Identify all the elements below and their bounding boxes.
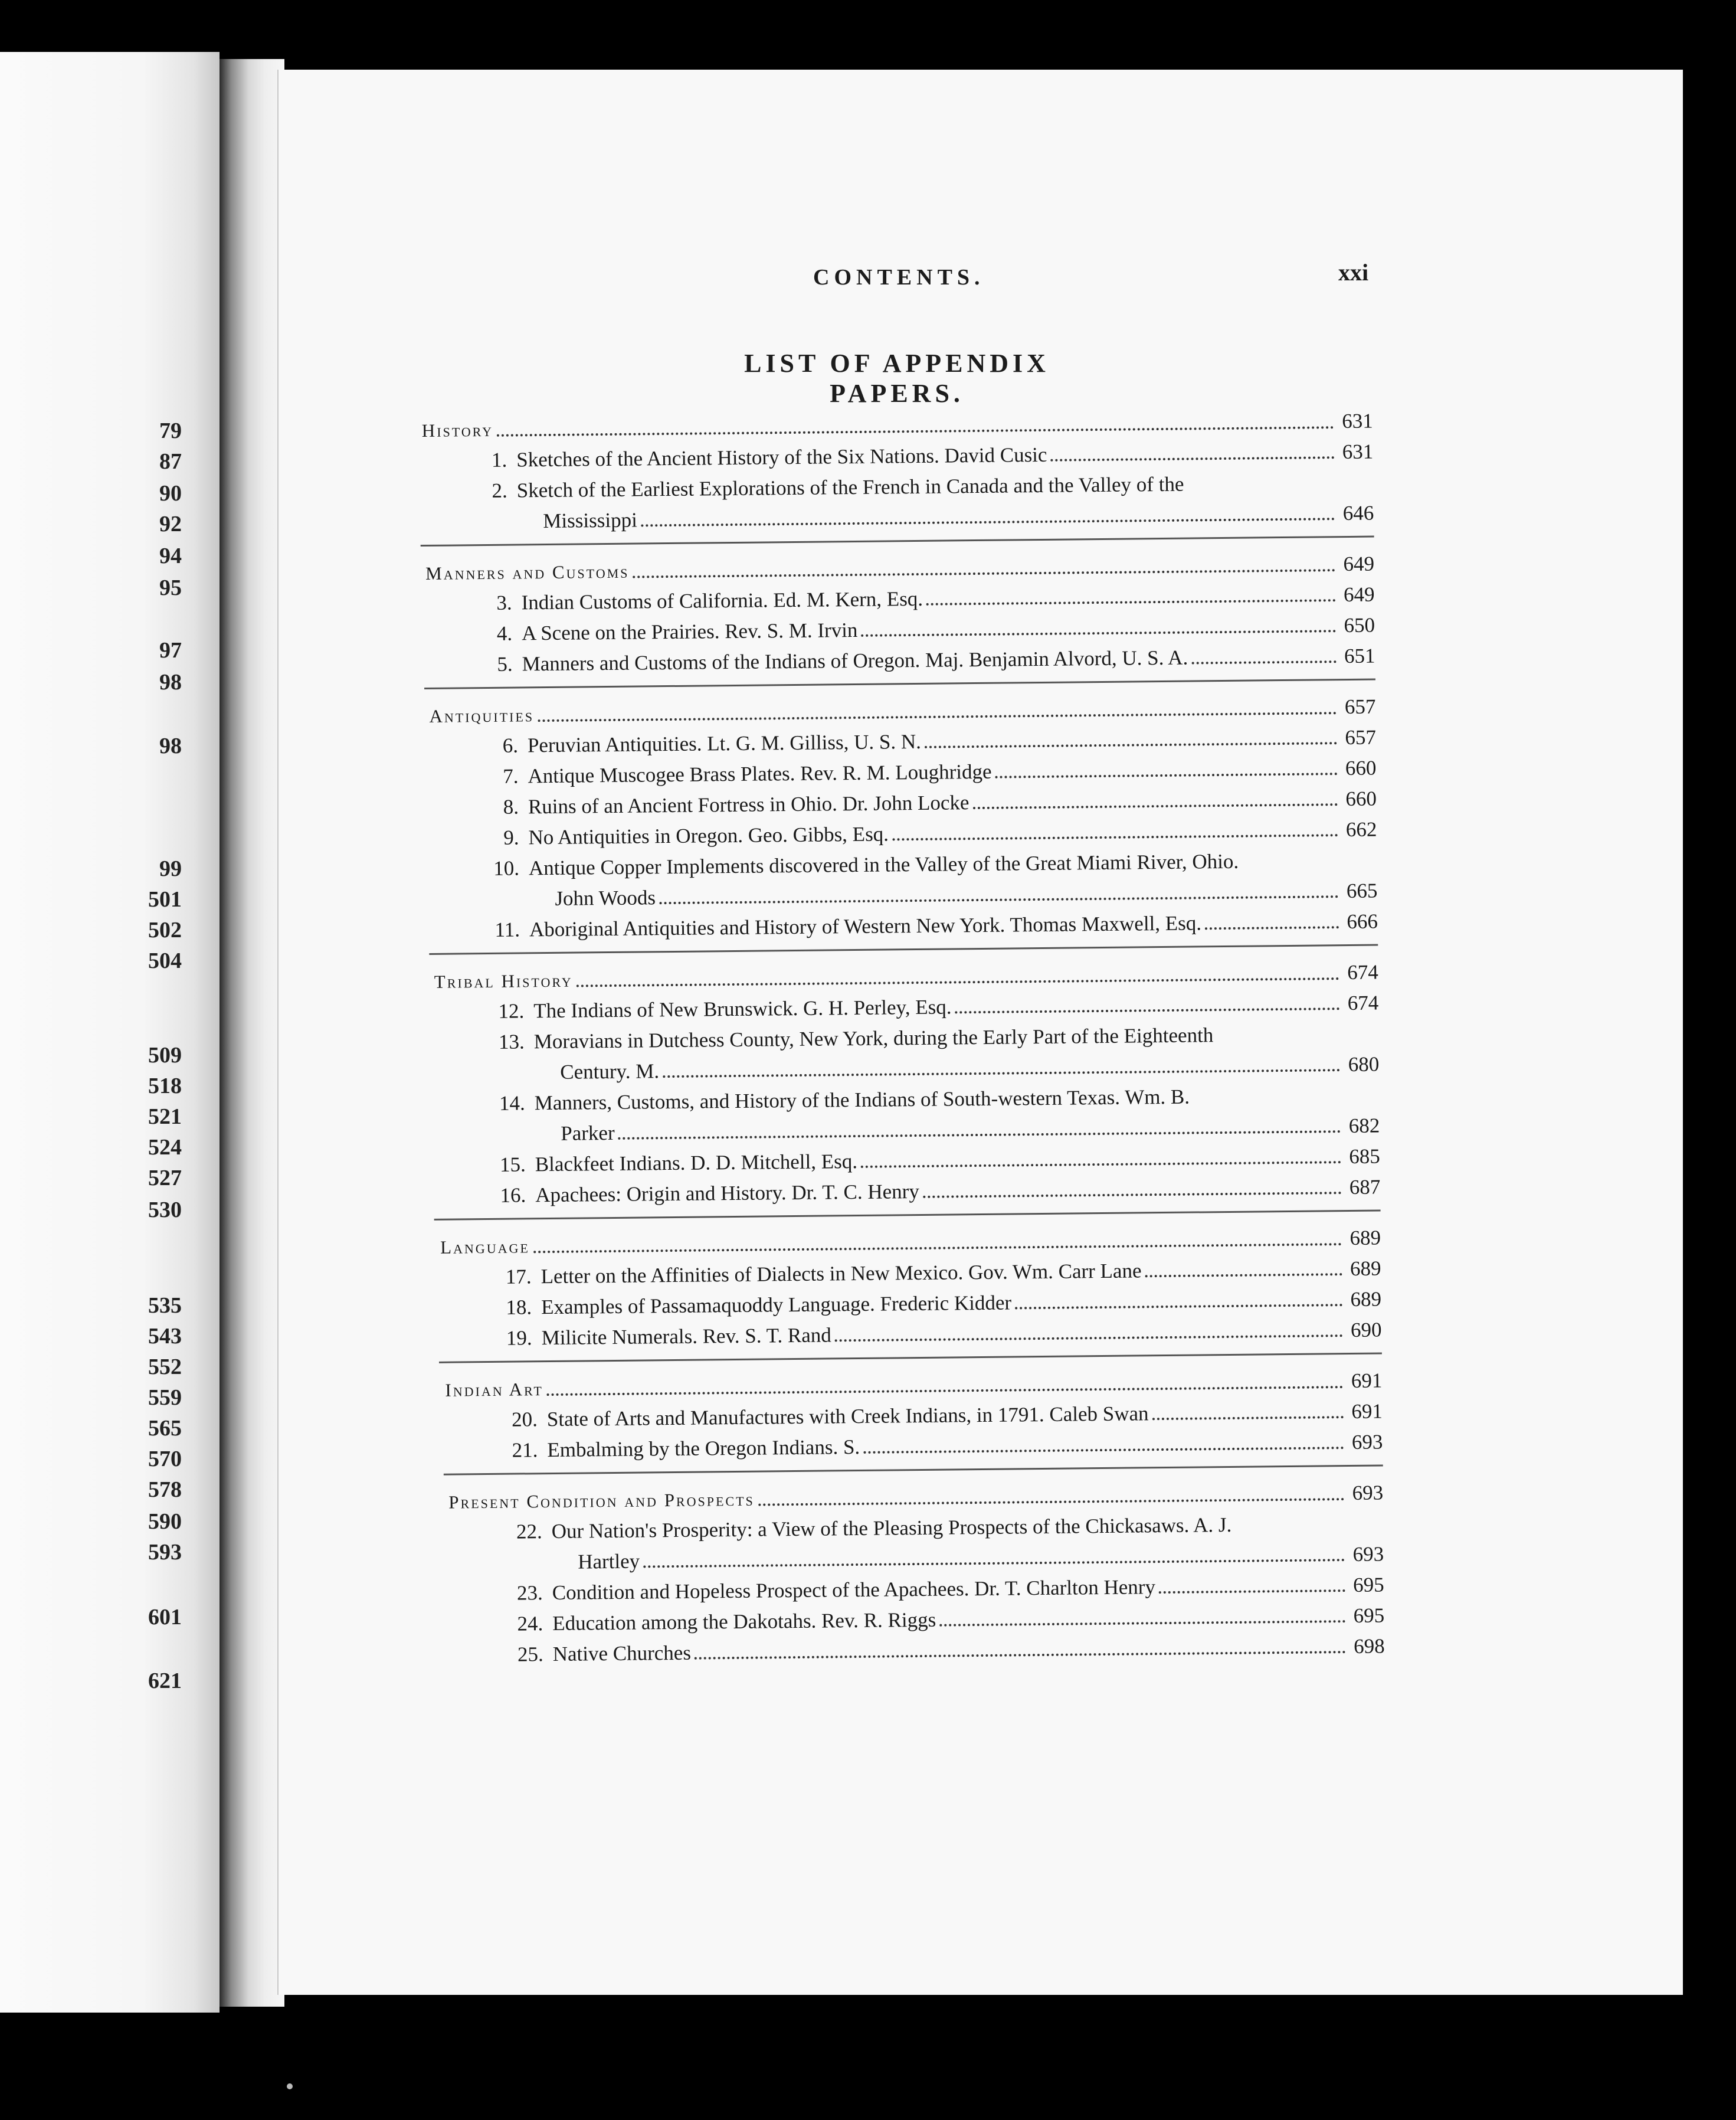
edge-page-number: 90 xyxy=(159,481,182,506)
dot-leader xyxy=(643,1559,1345,1568)
page-ref: 691 xyxy=(1351,1399,1383,1423)
scan-dust-mark xyxy=(287,2083,293,2089)
section-row xyxy=(445,1369,1382,1402)
entry-title: Sketches of the Ancient History of the Six Nations. David Cusic xyxy=(516,443,1047,472)
page-ref: 680 xyxy=(1348,1052,1380,1077)
entry-number: 11. xyxy=(494,918,520,941)
entry-row xyxy=(461,440,1373,473)
entry-continuation-row xyxy=(543,502,1374,534)
entry-number: 9. xyxy=(503,826,519,849)
edge-page-number: 92 xyxy=(159,512,182,536)
edge-page-number: 98 xyxy=(159,670,182,695)
entry-number: 10. xyxy=(493,856,520,880)
page-number: xxi xyxy=(1338,259,1369,286)
dot-leader xyxy=(1145,1273,1342,1277)
edge-page-number: 543 xyxy=(148,1324,182,1349)
edge-page-number: 521 xyxy=(148,1104,182,1129)
edge-page-number: 518 xyxy=(148,1074,182,1098)
dot-leader xyxy=(863,1447,1344,1454)
entry-title: Mississippi xyxy=(543,508,637,533)
page-ref: 674 xyxy=(1347,960,1378,984)
dot-leader xyxy=(926,599,1336,606)
entry-title: Antique Copper Implements discovered in the Valley of the Great Miami River, Ohio. xyxy=(528,849,1239,880)
entry-title: Condition and Hopeless Prospect of the Apachees. Dr. T. Charlton Henry xyxy=(552,1575,1156,1604)
page-ref: 693 xyxy=(1352,1542,1384,1566)
page-ref: 665 xyxy=(1346,879,1378,903)
dot-leader xyxy=(695,1651,1346,1660)
edge-page-number: 509 xyxy=(148,1043,182,1068)
entry-row xyxy=(485,1257,1381,1289)
dot-leader xyxy=(973,803,1338,809)
entry-continuation-row xyxy=(561,1114,1380,1146)
page-ref: 685 xyxy=(1349,1144,1380,1169)
entry-title: Manners and Customs of the Indians of Oregon. Maj. Benjamin Alvord, U. S. A. xyxy=(522,646,1188,676)
entry-row xyxy=(478,992,1378,1024)
edge-page-number: 530 xyxy=(148,1198,182,1222)
edge-page-number: 95 xyxy=(159,575,182,600)
entry-number: 17. xyxy=(505,1265,532,1288)
section-divider xyxy=(439,1352,1382,1363)
entry-number: 24. xyxy=(517,1612,543,1635)
dot-leader xyxy=(1051,456,1335,462)
dot-leader xyxy=(1205,926,1339,930)
entry-title: John Woods xyxy=(555,886,656,910)
dot-leader xyxy=(618,1130,1341,1140)
dot-leader xyxy=(633,569,1335,578)
section-row xyxy=(434,961,1378,994)
entry-first-line xyxy=(473,850,1239,881)
entry-number: 18. xyxy=(506,1295,532,1319)
entry-number: 6. xyxy=(502,734,519,757)
entry-number: 5. xyxy=(497,652,513,676)
entry-row xyxy=(472,757,1376,789)
page-ref: 693 xyxy=(1351,1430,1383,1454)
edge-page-number: 97 xyxy=(159,638,182,663)
section-divider xyxy=(424,679,1375,689)
page-ref: 691 xyxy=(1351,1369,1383,1392)
dot-leader xyxy=(533,1243,1342,1253)
page-ref: 690 xyxy=(1350,1318,1382,1342)
entry-number: 13. xyxy=(498,1030,525,1054)
entry-row xyxy=(473,818,1377,850)
entry-title: Parker xyxy=(561,1121,615,1145)
entry-title: A Scene on the Prairies. Rev. S. M. Irvin xyxy=(521,618,858,645)
entry-row xyxy=(474,910,1378,943)
page-ref: 693 xyxy=(1352,1481,1384,1504)
entry-number: 23. xyxy=(516,1581,543,1605)
entry-title: Aboriginal Antiquities and History of Western New York. Thomas Maxwell, Esq. xyxy=(529,911,1202,941)
edge-page-number: 559 xyxy=(148,1385,182,1410)
page-ref: 649 xyxy=(1343,583,1375,607)
dot-leader xyxy=(925,742,1337,748)
entry-continuation-row xyxy=(555,879,1377,911)
section-heading: Antiquities xyxy=(429,705,535,727)
page-ref: 631 xyxy=(1342,440,1374,464)
dot-leader xyxy=(659,895,1338,904)
entry-title: Moravians in Dutchess County, New York, during the Early Part of the Eighteenth xyxy=(533,1023,1214,1054)
entry-number: 12. xyxy=(498,999,525,1023)
dot-leader xyxy=(923,1192,1341,1198)
section-row xyxy=(440,1226,1381,1259)
edge-page-number: 601 xyxy=(148,1605,182,1630)
section-heading: Language xyxy=(440,1236,530,1258)
entry-row xyxy=(472,726,1376,758)
page-ref: 695 xyxy=(1353,1604,1385,1627)
section-divider xyxy=(429,944,1378,955)
page-ref: 650 xyxy=(1344,613,1375,637)
edge-page-number: 504 xyxy=(148,948,182,973)
entry-number: 1. xyxy=(491,448,507,472)
section-heading: History xyxy=(421,419,494,441)
entry-row xyxy=(480,1144,1380,1177)
entry-row xyxy=(497,1604,1384,1635)
entry-number: 19. xyxy=(506,1326,532,1350)
page-ref: 651 xyxy=(1344,644,1375,668)
edge-page-number: 94 xyxy=(159,544,182,568)
entry-row xyxy=(497,1573,1384,1605)
entry-title: Century. M. xyxy=(560,1059,660,1084)
dot-leader xyxy=(538,712,1337,722)
section-heading: Tribal History xyxy=(434,970,573,992)
edge-page-number: 578 xyxy=(148,1477,182,1502)
dot-leader xyxy=(939,1620,1345,1627)
entry-row xyxy=(473,787,1377,820)
edge-page-number: 621 xyxy=(148,1668,182,1693)
edge-page-number: 527 xyxy=(148,1166,182,1190)
page-ref: 657 xyxy=(1344,695,1376,719)
entry-continuation-row xyxy=(560,1053,1379,1084)
entry-title: Education among the Dakotahs. Rev. R. Riggs xyxy=(552,1608,936,1635)
edge-page-number: 565 xyxy=(148,1416,182,1441)
entry-number: 15. xyxy=(499,1153,526,1176)
entry-title: Antique Muscogee Brass Plates. Rev. R. M. Loughridge xyxy=(528,760,992,788)
dot-leader xyxy=(577,977,1339,987)
edge-page-number: 590 xyxy=(148,1509,182,1534)
entry-title: Blackfeet Indians. D. D. Mitchell, Esq. xyxy=(535,1150,858,1176)
entry-first-line xyxy=(496,1513,1232,1544)
page-ref: 660 xyxy=(1345,756,1377,780)
entry-title: Apachees: Origin and History. Dr. T. C. Henry xyxy=(535,1179,920,1207)
page-ref: 698 xyxy=(1353,1634,1385,1658)
dot-leader xyxy=(497,426,1334,437)
edge-page-number: 501 xyxy=(148,887,182,912)
dot-leader xyxy=(892,834,1338,840)
entry-title: Hartley xyxy=(578,1549,640,1573)
entry-title: Indian Customs of California. Ed. M. Kern, Esq. xyxy=(521,587,923,614)
dot-leader xyxy=(1159,1589,1345,1594)
section-row xyxy=(425,552,1374,585)
entry-title: The Indians of New Brunswick. G. H. Perley, Esq. xyxy=(533,995,952,1023)
entry-title: Milicite Numerals. Rev. S. T. Rand xyxy=(541,1323,831,1350)
entry-number: 7. xyxy=(503,764,519,788)
entry-title: Native Churches xyxy=(552,1641,692,1666)
edge-page-number: 524 xyxy=(148,1135,182,1160)
entry-title: Letter on the Affinities of Dialects in New Mexico. Gov. Wm. Carr Lane xyxy=(541,1259,1142,1288)
edge-page-number: 87 xyxy=(159,449,182,474)
entry-title: Peruvian Antiquities. Lt. G. M. Gilliss, U. S. N. xyxy=(527,729,922,757)
edge-page-number: 570 xyxy=(148,1447,182,1471)
page-ref: 666 xyxy=(1347,909,1378,934)
entry-title: State of Arts and Manufactures with Creek Indians, in 1791. Caleb Swan xyxy=(546,1402,1149,1431)
section-divider xyxy=(421,536,1374,547)
entry-title: Examples of Passamaquoddy Language. Frederic Kidder xyxy=(541,1291,1012,1319)
entry-number: 21. xyxy=(512,1438,538,1462)
entry-number: 3. xyxy=(496,591,512,614)
entry-number: 16. xyxy=(500,1183,526,1207)
dot-leader xyxy=(547,1386,1344,1396)
page-ref: 682 xyxy=(1348,1114,1380,1138)
dot-leader xyxy=(955,1007,1340,1013)
edge-page-number: 98 xyxy=(159,734,182,758)
page-ref: 689 xyxy=(1350,1226,1381,1249)
entry-row xyxy=(466,583,1374,616)
page-ref: 662 xyxy=(1345,817,1377,842)
entry-row xyxy=(486,1287,1381,1320)
section-heading: Indian Art xyxy=(445,1379,544,1401)
entry-number: 4. xyxy=(496,621,513,645)
edge-page-number: 593 xyxy=(148,1540,182,1565)
page-ref: 695 xyxy=(1352,1573,1384,1596)
dot-leader xyxy=(663,1069,1340,1078)
dot-leader xyxy=(861,1161,1341,1168)
section-row xyxy=(422,410,1373,443)
entry-row xyxy=(466,614,1375,646)
page-ref: 689 xyxy=(1350,1257,1381,1280)
page-ref: 689 xyxy=(1350,1287,1382,1311)
dot-leader xyxy=(835,1334,1343,1342)
dot-leader xyxy=(995,773,1338,778)
section-row xyxy=(448,1481,1383,1514)
section-heading: Present Condition and Prospects xyxy=(448,1488,755,1513)
entry-title: Sketch of the Earliest Explorations of the French in Canada and the Valley of the xyxy=(516,472,1184,502)
page-ref: 687 xyxy=(1349,1175,1381,1199)
entry-continuation-row xyxy=(578,1542,1384,1573)
section-row xyxy=(429,695,1375,728)
entry-row xyxy=(466,644,1375,677)
entry-row xyxy=(480,1175,1380,1208)
list-title: LIST OF APPENDIX PAPERS. xyxy=(744,349,1050,408)
entry-title: Our Nation's Prosperity: a View of the Pleasing Prospects of the Chickasaws. A. J. xyxy=(551,1513,1232,1543)
entry-title: No Antiquities in Oregon. Geo. Gibbs, Esq. xyxy=(528,822,889,849)
page-ref: 660 xyxy=(1345,787,1377,811)
entry-first-line xyxy=(461,473,1184,503)
entry-number: 22. xyxy=(516,1520,542,1543)
entry-number: 8. xyxy=(503,795,519,819)
entry-number: 2. xyxy=(492,479,508,502)
dot-leader xyxy=(1152,1416,1344,1420)
dot-leader xyxy=(1015,1304,1342,1309)
page-ref: 646 xyxy=(1342,501,1374,525)
edge-page-number: 502 xyxy=(148,918,182,943)
section-heading: Manners and Customs xyxy=(425,561,630,584)
entry-number: 14. xyxy=(499,1091,525,1115)
entry-row xyxy=(492,1399,1383,1431)
page-ref: 649 xyxy=(1343,552,1375,576)
dot-leader xyxy=(758,1498,1344,1506)
entry-row xyxy=(486,1318,1381,1350)
edge-page-number: 99 xyxy=(159,856,182,881)
dot-leader xyxy=(641,518,1335,526)
edge-page-number: 552 xyxy=(148,1355,182,1379)
page-ref: 657 xyxy=(1345,725,1377,750)
page-ref: 674 xyxy=(1347,991,1379,1015)
section-divider xyxy=(444,1464,1383,1475)
entry-title: Embalming by the Oregon Indians. S. xyxy=(547,1435,860,1462)
entry-title: Ruins of an Ancient Fortress in Ohio. Dr. John Locke xyxy=(528,791,969,819)
entry-number: 20. xyxy=(511,1408,538,1431)
entry-number: 25. xyxy=(517,1643,543,1666)
dot-leader xyxy=(862,630,1337,637)
page-ref: 631 xyxy=(1342,409,1373,433)
section-divider xyxy=(434,1209,1381,1220)
dot-leader xyxy=(1191,660,1336,664)
entry-first-line xyxy=(479,1023,1214,1054)
edge-page-number: 79 xyxy=(159,418,182,443)
edge-page-number: 535 xyxy=(148,1293,182,1318)
entry-first-line xyxy=(479,1085,1190,1116)
entry-title: Manners, Customs, and History of the Indians of South-western Texas. Wm. B. xyxy=(534,1085,1190,1115)
entry-row xyxy=(492,1430,1383,1462)
entry-row xyxy=(497,1634,1385,1666)
running-head: CONTENTS. xyxy=(813,265,985,290)
